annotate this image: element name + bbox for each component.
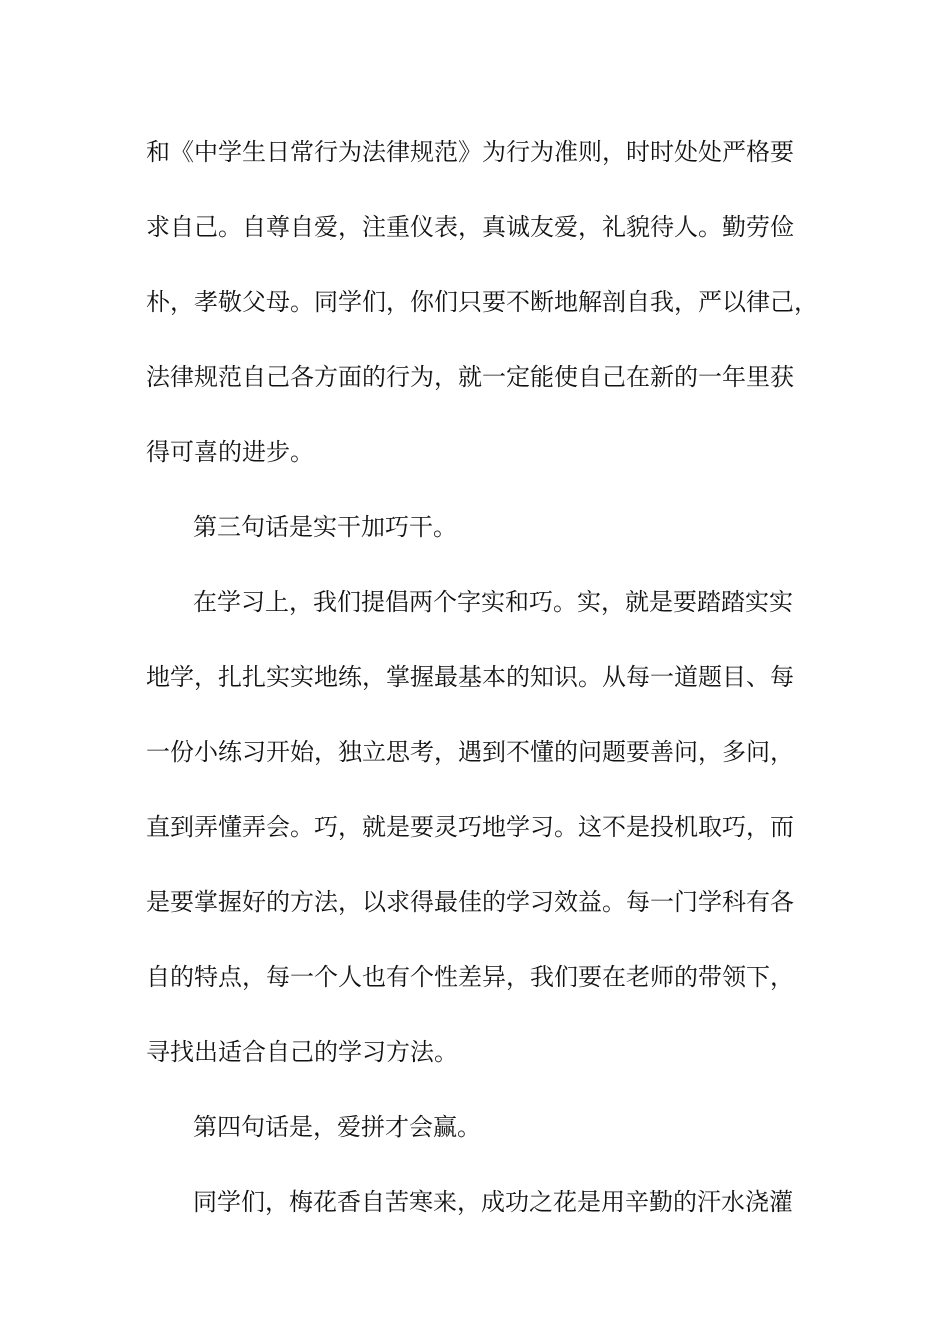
- text-line: 求自己。自尊自爱，注重仪表，真诚友爱，礼貌待人。勤劳俭: [146, 213, 794, 241]
- text-line: 一份小练习开始，独立思考，遇到不懂的问题要善问，多问，: [146, 738, 794, 766]
- text-line: 寻找出适合自己的学习方法。: [146, 1038, 458, 1066]
- text-line: 得可喜的进步。: [146, 438, 314, 466]
- body-text: [146, 130, 826, 1255]
- text-line: 法律规范自己各方面的行为，就一定能使自己在新的一年里获: [146, 363, 794, 391]
- text-line: 在学习上，我们提倡两个字实和巧。实，就是要踏踏实实: [193, 588, 793, 616]
- text-line: 是要掌握好的方法，以求得最佳的学习效益。每一门学科有各: [146, 888, 794, 916]
- text-line: 和《中学生日常行为法律规范》为行为准则，时时处处严格要: [146, 138, 794, 166]
- text-line: 第三句话是实干加巧干。: [193, 513, 457, 541]
- text-line: 朴，孝敬父母。同学们，你们只要不断地解剖自我，严以律己，: [146, 288, 818, 316]
- text-line: 第四句话是，爱拼才会赢。: [193, 1113, 481, 1141]
- text-line: 自的特点，每一个人也有个性差异，我们要在老师的带领下，: [146, 963, 794, 991]
- text-line: 地学，扎扎实实地练，掌握最基本的知识。从每一道题目、每: [146, 663, 794, 691]
- text-line: 同学们，梅花香自苦寒来，成功之花是用辛勤的汗水浇灌: [193, 1188, 793, 1216]
- text-line: 直到弄懂弄会。巧，就是要灵巧地学习。这不是投机取巧，而: [146, 813, 794, 841]
